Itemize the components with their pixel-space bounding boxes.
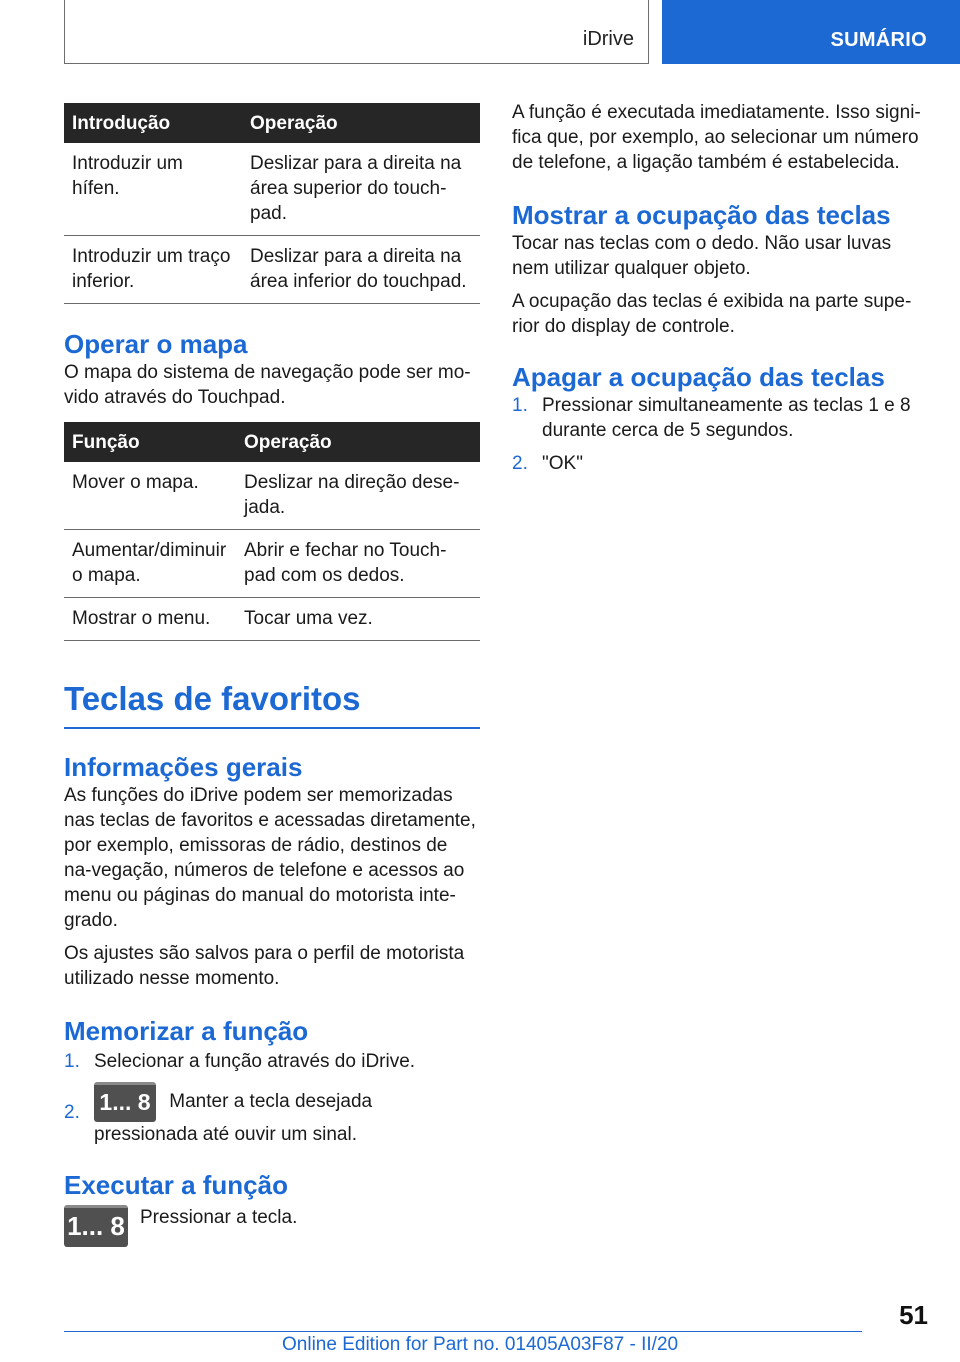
paragraph: A função é executada imediatamente. Isso signi-fica que, por exemplo, ao selecionar um número de telefone, a ligação também é estabelecida. [512,102,921,173]
right-column [512,100,924,476]
list-item [64,1082,480,1147]
list-text: "OK" [542,453,583,474]
paragraph: A ocupação das teclas é exibida na parte supe-rior do display de controle. [512,291,912,337]
table-cell: Deslizar para a direita na área inferior do touchpad. [242,236,480,304]
contents-button[interactable]: SUMÁRIO [662,0,960,64]
section-heading: Apagar a ocupação das teclas [512,362,885,392]
footer-edition: Online Edition for Part no. 01405A03F87 - II/20 [282,1334,679,1355]
list-text: Manter a tecla desejada pressionada até ouvir um sinal. [94,1091,373,1145]
table-header-row [64,422,480,462]
list-text: Selecionar a função através do iDrive. [94,1051,416,1072]
execute-row [64,1205,480,1247]
section-title: iDrive [582,28,634,50]
list-item [512,393,924,443]
table-cell: Abrir e fechar no Touch-pad com os dedos. [236,530,480,598]
paragraph: Tocar nas teclas com o dedo. Não usar luvas nem utilizar qualquer objeto. [512,233,892,279]
table-header-row [64,103,480,143]
paragraph: As funções do iDrive podem ser memorizadas nas teclas de favoritos e acessadas diretamente, por exemplo, emissoras de rádio, destinos de na-vegação, números de telefone e acessos ao menu ou páginas do manual do motorista inte-grado. [64,785,476,931]
list-number: 2. [64,1102,80,1123]
page-number: 51 [899,1300,928,1330]
table-row [64,530,480,598]
list-number: 2. [512,453,528,474]
table-cell: Deslizar para a direita na área superior do touch-pad. [242,143,480,236]
table-header-cell: Operação [242,103,480,143]
paragraph: Pressionar a tecla. [140,1207,298,1228]
input-operation-table [64,103,480,304]
section-heading: Memorizar a função [64,1016,309,1046]
list-number: 1. [512,395,528,416]
table-header-cell: Introdução [64,103,242,143]
map-operation-table [64,422,480,641]
table-cell: Deslizar na direção dese-jada. [236,462,480,530]
list-number: 1. [64,1051,80,1072]
section-heading: Mostrar a ocupação das teclas [512,200,891,230]
table-row [64,236,480,304]
table-cell: Introduzir um traço inferior. [64,236,242,304]
table-header-cell: Operação [236,422,480,462]
favorite-key-icon: 1... 8 [64,1205,128,1247]
paragraph: O mapa do sistema de navegação pode ser mo-vido através do Touchpad. [64,362,471,408]
table-cell: Mover o mapa. [64,462,236,530]
table-cell: Aumentar/diminuir o mapa. [64,530,236,598]
table-cell: Introduzir um hífen. [64,143,242,236]
header-section-box [64,0,649,64]
footer-divider [64,1331,862,1332]
table-cell: Tocar uma vez. [236,598,480,641]
list-item [512,451,924,476]
chapter-heading: Teclas de favoritos [64,679,480,729]
table-cell: Mostrar o menu. [64,598,236,641]
list-text: Pressionar simultaneamente as teclas 1 e 8 durante cerca de 5 segundos. [542,395,911,441]
left-column [64,103,480,1247]
favorite-key-icon: 1... 8 [94,1082,156,1122]
table-row [64,598,480,641]
section-heading: Executar a função [64,1170,288,1200]
section-heading: Operar o mapa [64,329,248,359]
table-row [64,462,480,530]
table-row [64,143,480,236]
paragraph: Os ajustes são salvos para o perfil de motorista utilizado nesse momento. [64,943,465,989]
section-heading: Informações gerais [64,752,303,782]
table-header-cell: Função [64,422,236,462]
list-item [64,1049,480,1074]
